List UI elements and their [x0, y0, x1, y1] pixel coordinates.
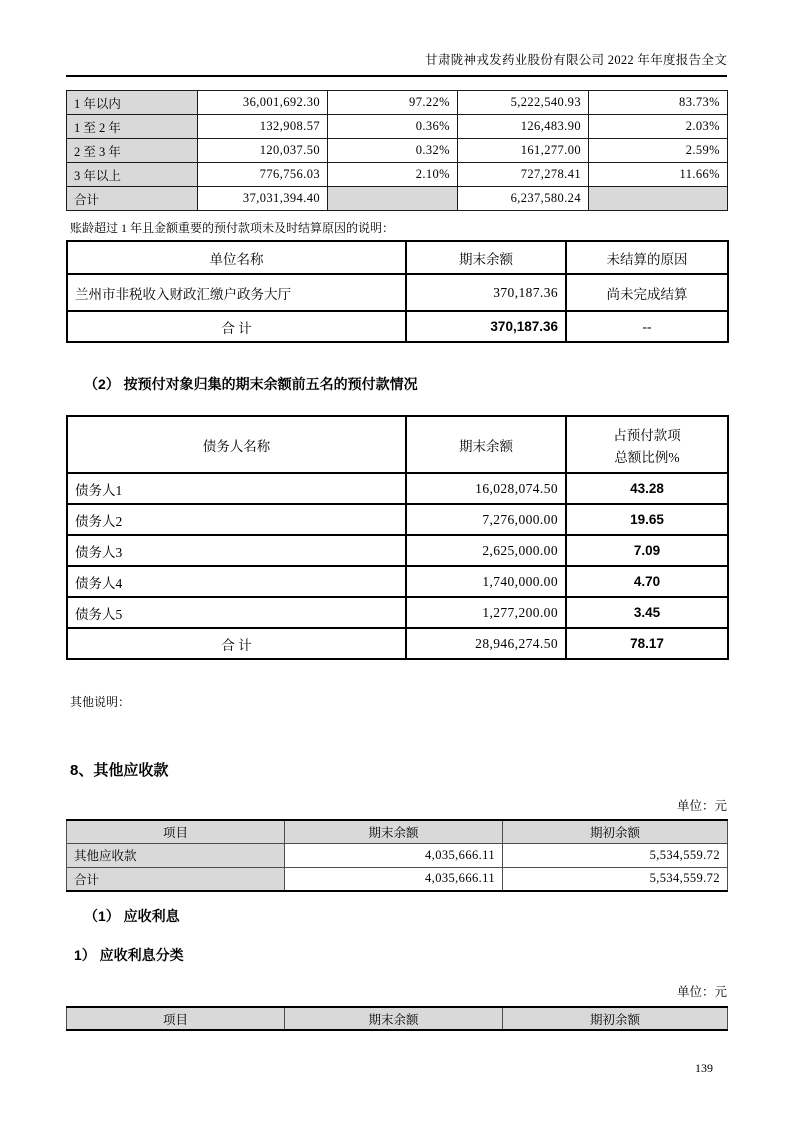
document-header — [66, 0, 727, 68]
table-header-row — [67, 241, 728, 274]
aging-label: 2 至 3 年 — [67, 139, 198, 163]
table-total-row — [67, 311, 728, 342]
amount-cell: 2,625,000.00 — [406, 535, 566, 566]
top-five-prepayments-table — [66, 415, 729, 660]
debtor-name-cell: 债务人3 — [67, 535, 406, 566]
amount-cell: 7,276,000.00 — [406, 504, 566, 535]
table-row — [67, 163, 728, 187]
amount-cell: 161,277.00 — [458, 139, 589, 163]
table-header-row — [67, 820, 728, 843]
amount-cell: 370,187.36 — [406, 274, 566, 311]
table-row — [67, 115, 728, 139]
table-total-row — [67, 867, 728, 891]
aging-label: 3 年以上 — [67, 163, 198, 187]
unit-label: 单位：元 — [676, 799, 727, 813]
amount-cell: 1,740,000.00 — [406, 566, 566, 597]
amount-cell: 6,237,580.24 — [458, 187, 589, 211]
table-total-row — [67, 187, 728, 211]
percent-header-line2: 总额比例% — [614, 449, 680, 465]
percent-cell: 2.03% — [589, 115, 728, 139]
table-row — [67, 597, 728, 628]
amount-cell: 4,035,666.11 — [285, 867, 503, 891]
total-amount-cell: 370,187.36 — [406, 311, 566, 342]
aging-label: 1 至 2 年 — [67, 115, 198, 139]
total-label: 合 计 — [67, 628, 406, 659]
unit-label: 单位：元 — [676, 985, 727, 999]
table-row — [67, 274, 728, 311]
amount-cell: 5,222,540.93 — [458, 91, 589, 115]
aging-label: 1 年以内 — [67, 91, 198, 115]
column-header: 期末余额 — [285, 820, 503, 843]
page-number: 139 — [695, 1061, 713, 1075]
other-receivables-table — [66, 819, 728, 892]
debtor-name-cell: 债务人1 — [67, 473, 406, 504]
table-header-row — [67, 1007, 728, 1030]
amount-cell: 727,278.41 — [458, 163, 589, 187]
percent-cell: 97.22% — [328, 91, 458, 115]
percent-cell: 43.28 — [566, 473, 728, 504]
percent-cell: 3.45 — [566, 597, 728, 628]
table-row — [67, 473, 728, 504]
amount-cell: 776,756.03 — [198, 163, 328, 187]
column-header: 项目 — [67, 1007, 285, 1030]
amount-cell: 36,001,692.30 — [198, 91, 328, 115]
table-row — [67, 843, 728, 867]
unsettled-prepayments-table — [66, 240, 729, 343]
empty-cell — [328, 187, 458, 211]
debtor-name-cell: 债务人5 — [67, 597, 406, 628]
total-label: 合计 — [67, 867, 285, 891]
column-header: 期末余额 — [406, 416, 566, 473]
reason-cell: 尚未完成结算 — [566, 274, 728, 311]
percent-cell: 4.70 — [566, 566, 728, 597]
column-header: 项目 — [67, 820, 285, 843]
total-percent-cell: 78.17 — [566, 628, 728, 659]
table-row — [67, 139, 728, 163]
aging-total-label: 合计 — [67, 187, 198, 211]
amount-cell: 120,037.50 — [198, 139, 328, 163]
document-title: 甘肃陇神戎发药业股份有限公司 2022 年年度报告全文 — [425, 53, 727, 67]
section-8-title: 8、其他应收款 — [70, 762, 169, 779]
total-amount-cell: 28,946,274.50 — [406, 628, 566, 659]
amount-cell: 4,035,666.11 — [285, 843, 503, 867]
table-total-row — [67, 628, 728, 659]
aging-note: 账龄超过 1 年且金额重要的预付款项未及时结算原因的说明： — [70, 221, 395, 235]
table-row — [67, 504, 728, 535]
column-header: 期初余额 — [503, 820, 728, 843]
column-header: 债务人名称 — [67, 416, 406, 473]
table-row — [67, 91, 728, 115]
section-2-title: （2） 按预付对象归集的期末余额前五名的预付款情况 — [84, 376, 418, 392]
percent-header-line1: 占预付款项 — [613, 427, 681, 443]
interest-receivable-table — [66, 1006, 728, 1031]
percent-cell: 0.32% — [328, 139, 458, 163]
table-row — [67, 535, 728, 566]
table-row — [67, 566, 728, 597]
amount-cell: 37,031,394.40 — [198, 187, 328, 211]
column-header: 期末余额 — [285, 1007, 503, 1030]
table-header-row — [67, 416, 728, 473]
percent-cell: 83.73% — [589, 91, 728, 115]
percent-cell: 7.09 — [566, 535, 728, 566]
amount-cell: 16,028,074.50 — [406, 473, 566, 504]
amount-cell: 132,908.57 — [198, 115, 328, 139]
amount-cell: 126,483.90 — [458, 115, 589, 139]
empty-cell — [589, 187, 728, 211]
section-8-1-1-title: 1） 应收利息分类 — [74, 947, 184, 963]
column-header: 单位名称 — [67, 241, 406, 274]
amount-cell: 5,534,559.72 — [503, 867, 728, 891]
debtor-name-cell: 债务人2 — [67, 504, 406, 535]
unit-name-cell: 兰州市非税收入财政汇缴户政务大厅 — [67, 274, 406, 311]
prepayment-aging-table — [66, 90, 728, 211]
amount-cell: 1,277,200.00 — [406, 597, 566, 628]
debtor-name-cell: 债务人4 — [67, 566, 406, 597]
reason-cell: -- — [566, 311, 728, 342]
column-header: 未结算的原因 — [566, 241, 728, 274]
header-divider — [66, 75, 727, 77]
column-header — [566, 416, 728, 473]
percent-cell: 2.10% — [328, 163, 458, 187]
percent-cell: 2.59% — [589, 139, 728, 163]
other-explanation-label: 其他说明： — [70, 695, 131, 709]
column-header: 期初余额 — [503, 1007, 728, 1030]
total-label: 合 计 — [67, 311, 406, 342]
percent-cell: 0.36% — [328, 115, 458, 139]
percent-cell: 19.65 — [566, 504, 728, 535]
percent-cell: 11.66% — [589, 163, 728, 187]
section-8-1-title: （1） 应收利息 — [84, 908, 180, 924]
column-header: 期末余额 — [406, 241, 566, 274]
amount-cell: 5,534,559.72 — [503, 843, 728, 867]
percent-header — [574, 422, 720, 468]
item-label: 其他应收款 — [67, 843, 285, 867]
